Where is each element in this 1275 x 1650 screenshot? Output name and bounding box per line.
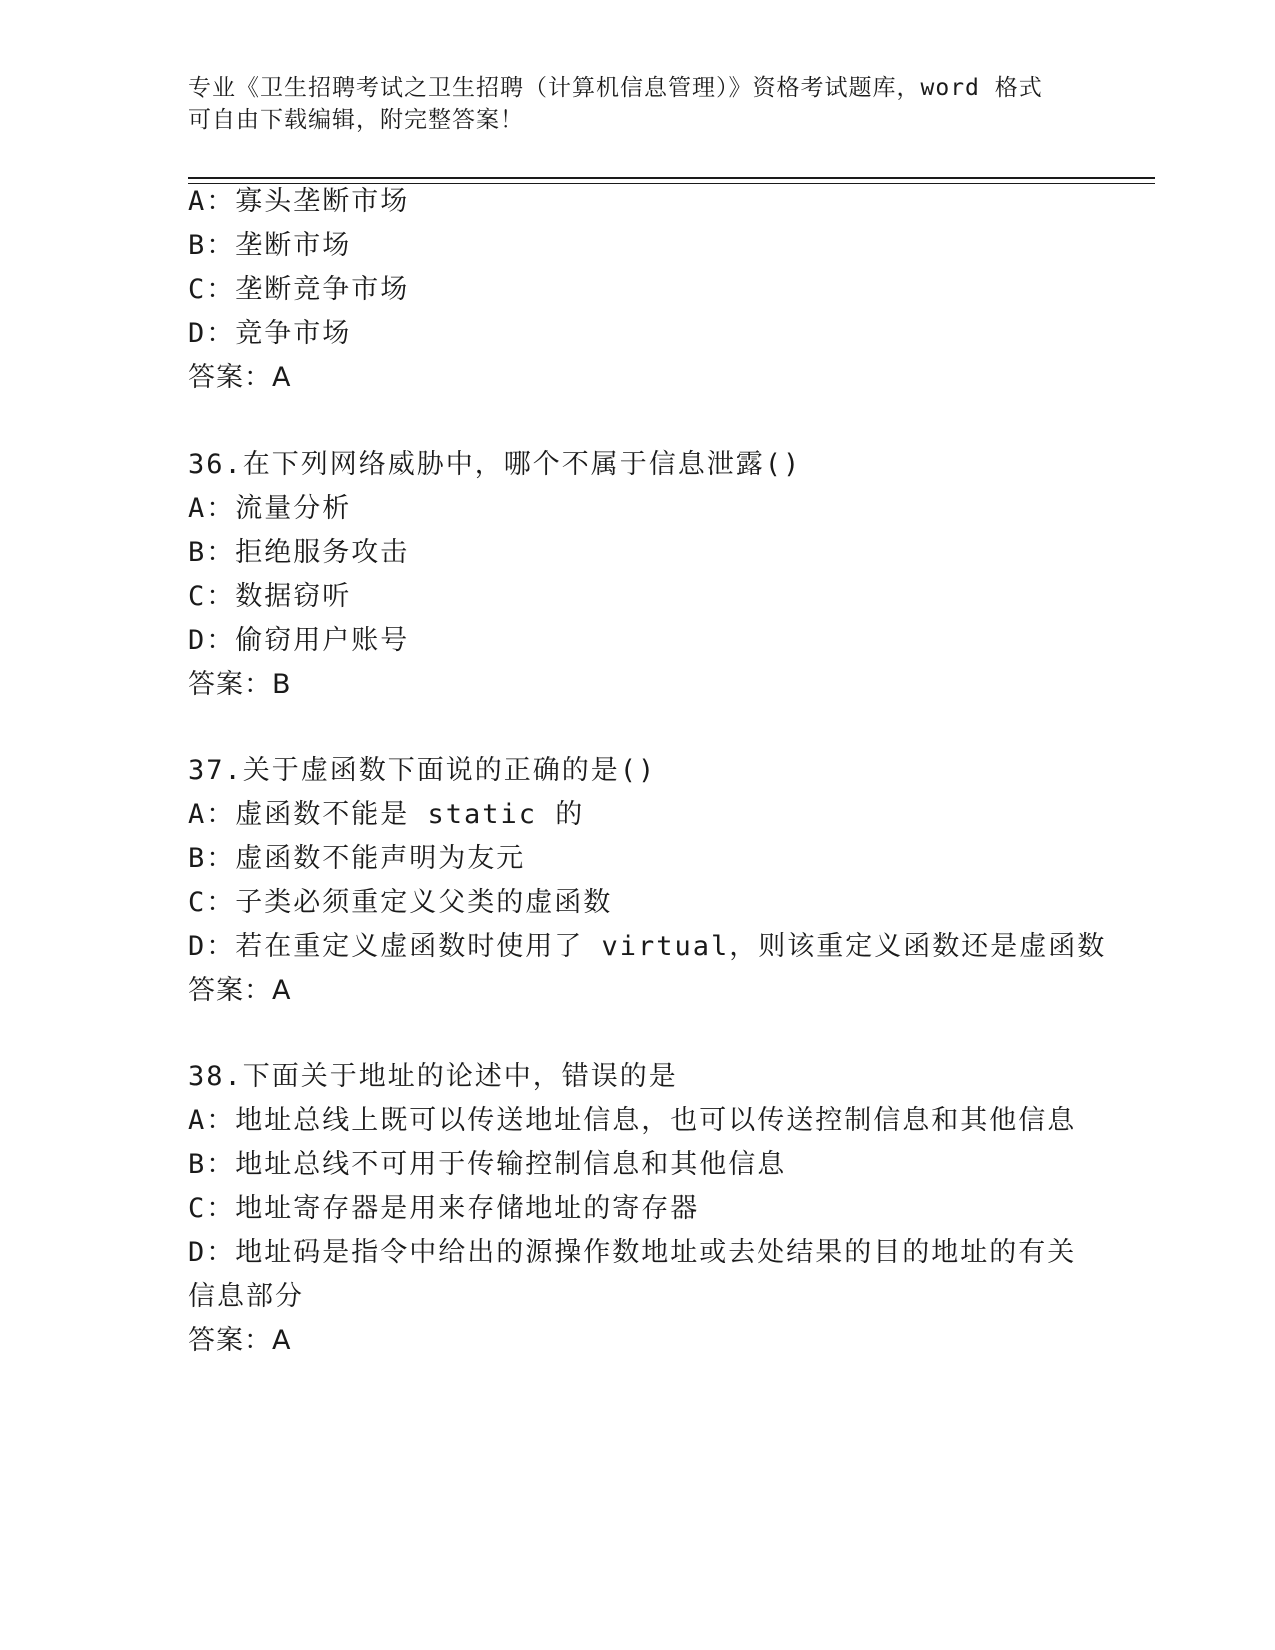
q38-question: 38.下面关于地址的论述中，错误的是	[188, 1061, 678, 1092]
q35-option-d: D：竞争市场	[188, 318, 352, 349]
q37-option-d: D：若在重定义虚函数时使用了 virtual，则该重定义函数还是虚函数	[188, 931, 1107, 962]
q36-option-b: B：拒绝服务攻击	[188, 537, 410, 568]
q37-question: 37.关于虚函数下面说的正确的是()	[188, 755, 657, 786]
q35-option-a: A：寡头垄断市场	[188, 186, 410, 217]
q36-option-c: C：数据窃听	[188, 581, 352, 612]
q36-question: 36.在下列网络威胁中，哪个不属于信息泄露()	[188, 449, 802, 480]
q37-option-a: A：虚函数不能是 static 的	[188, 799, 585, 830]
q35-option-b: B：垄断市场	[188, 230, 352, 261]
q38-option-a: A：地址总线上既可以传送地址信息，也可以传送控制信息和其他信息	[188, 1105, 1077, 1136]
header-line-2: 可自由下载编辑，附完整答案！	[188, 107, 524, 133]
header-line-1: 专业《卫生招聘考试之卫生招聘（计算机信息管理）》资格考试题库，word 格式	[188, 75, 1043, 101]
q38-option-c: C：地址寄存器是用来存储地址的寄存器	[188, 1193, 700, 1224]
q36-option-d: D：偷窃用户账号	[188, 625, 410, 656]
q38-option-d: D：地址码是指令中给出的源操作数地址或去处结果的目的地址的有关	[188, 1237, 1077, 1268]
q37-option-c: C：子类必须重定义父类的虚函数	[188, 887, 613, 918]
q35-answer: 答案：A	[188, 362, 292, 393]
q38-option-b: B：地址总线不可用于传输控制信息和其他信息	[188, 1149, 787, 1180]
q35-option-c: C：垄断竞争市场	[188, 274, 410, 305]
header-divider-thin	[188, 183, 1155, 184]
q38-option-d-continued: 信息部分	[188, 1281, 304, 1312]
q36-answer: 答案：B	[188, 669, 292, 700]
q37-answer: 答案：A	[188, 975, 292, 1006]
q37-option-b: B：虚函数不能声明为友元	[188, 843, 526, 874]
header-divider-thick	[188, 177, 1155, 179]
q36-option-a: A：流量分析	[188, 493, 352, 524]
q38-answer: 答案：A	[188, 1325, 292, 1356]
document-header	[188, 72, 1088, 136]
